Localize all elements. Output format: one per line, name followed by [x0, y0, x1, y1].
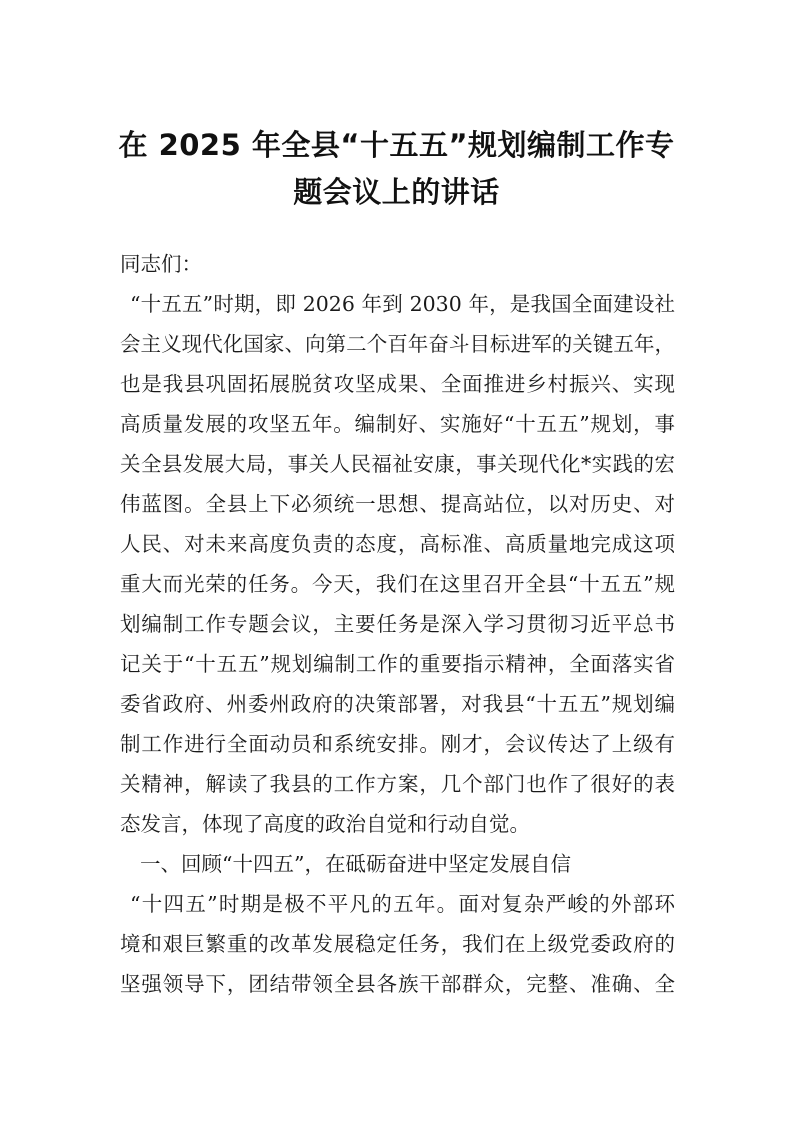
paragraph-line: “十四五”时期是极不平凡的五年。面对复杂严峻的外部环: [130, 892, 675, 916]
section-heading: 一、回顾“十四五”，在砥砺奋进中坚定发展自信: [140, 852, 571, 876]
paragraph-line: 人民、对未来高度负责的态度，高标准、高质量地完成这项: [120, 532, 675, 556]
paragraph-line: 境和艰巨繁重的改革发展稳定任务，我们在上级党委政府的: [120, 932, 675, 956]
paragraph-line: 关精神，解读了我县的工作方案，几个部门也作了很好的表: [120, 772, 675, 796]
greeting: 同志们：: [120, 252, 202, 276]
paragraph-line: 重大而光荣的任务。今天，我们在这里召开全县“十五五”规: [120, 572, 675, 596]
paragraph-line: 也是我县巩固拓展脱贫攻坚成果、全面推进乡村振兴、实现: [120, 372, 675, 396]
paragraph-line: 划编制工作专题会议，主要任务是深入学习贯彻习近平总书: [120, 612, 675, 636]
paragraph-line: 伟蓝图。全县上下必须统一思想、提高站位，以对历史、对: [120, 492, 675, 516]
paragraph-line: 态发言，体现了高度的政治自觉和行动自觉。: [120, 812, 530, 836]
paragraph-line: “十五五”时期，即 2026 年到 2030 年，是我国全面建设社: [130, 292, 675, 316]
paragraph-line: 记关于“十五五”规划编制工作的重要指示精神，全面落实省: [120, 652, 675, 676]
document-title-line-2: 题会议上的讲话: [293, 175, 500, 209]
paragraph-line: 坚强领导下，团结带领全县各族干部群众，完整、准确、全: [120, 972, 675, 996]
paragraph-line: 关全县发展大局，事关人民福祉安康，事关现代化*实践的宏: [120, 452, 675, 476]
paragraph-line: 高质量发展的攻坚五年。编制好、实施好“十五五”规划，事: [120, 412, 675, 436]
paragraph-line: 会主义现代化国家、向第二个百年奋斗目标进军的关键五年，: [120, 332, 675, 356]
paragraph-line: 委省政府、州委州政府的决策部署，对我县“十五五”规划编: [120, 692, 675, 716]
document-title-line-1: 在 2025 年全县“十五五”规划编制工作专: [118, 128, 675, 162]
paragraph-line: 制工作进行全面动员和系统安排。刚才，会议传达了上级有: [120, 732, 675, 756]
